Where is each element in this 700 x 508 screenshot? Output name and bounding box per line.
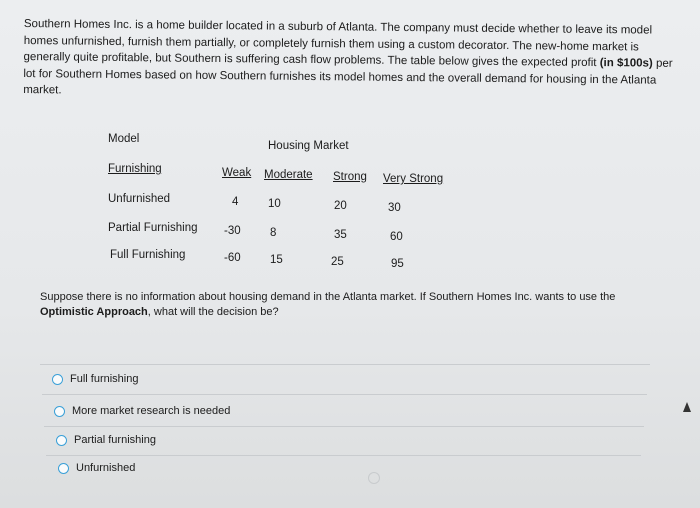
intro-text-2: per lot for Southern Homes based on how Southern furnishes its model homes and the overall demand for housing in the Atlanta market.: [23, 57, 673, 97]
cell-full-very-strong: 95: [391, 258, 404, 270]
cell-unfurnished-strong: 20: [334, 200, 347, 212]
cell-partial-very-strong: 60: [390, 231, 403, 243]
radio-icon[interactable]: [56, 435, 67, 446]
option-full-furnishing[interactable]: [52, 373, 138, 385]
circle-icon: [368, 472, 380, 484]
mouse-cursor-icon: [683, 402, 691, 412]
furnishing-label: Furnishing: [108, 163, 162, 175]
col-header-moderate: Moderate: [264, 169, 313, 181]
radio-icon[interactable]: [58, 463, 69, 474]
cell-unfurnished-very-strong: 30: [388, 202, 401, 214]
question-part-2: , what will the decision be?: [147, 306, 279, 318]
intro-text-1: Southern Homes Inc. is a home builder located in a suburb of Atlanta. The company must decide whether to leave its model homes unfurnished, furnish them partially, or completely furnish them using a custom decorator. The new-home market is generally quite profitable, but Southern is suffering cash flow problems. The table below gives the expected profit: [23, 17, 653, 70]
cell-full-moderate: 15: [270, 254, 283, 266]
cell-partial-weak: -30: [224, 225, 241, 237]
col-header-weak: Weak: [222, 167, 252, 179]
option-divider: [46, 455, 641, 456]
question-approach: Optimistic Approach: [40, 306, 148, 318]
option-label: Unfurnished: [76, 462, 136, 474]
option-label: Full furnishing: [70, 373, 139, 385]
housing-market-label: Housing Market: [268, 140, 349, 152]
question-text: [40, 290, 650, 320]
cell-full-weak: -60: [224, 252, 241, 264]
option-more-research[interactable]: [54, 405, 230, 417]
row-label-full: Full Furnishing: [110, 249, 186, 261]
option-unfurnished[interactable]: [58, 462, 135, 474]
cell-full-strong: 25: [331, 256, 344, 268]
option-divider: [40, 364, 650, 365]
col-header-strong: Strong: [333, 171, 367, 183]
row-label-unfurnished: Unfurnished: [108, 193, 171, 205]
cell-partial-strong: 35: [334, 229, 347, 241]
cell-unfurnished-weak: 4: [232, 196, 239, 208]
col-header-very-strong: Very Strong: [383, 173, 444, 185]
radio-icon[interactable]: [52, 374, 63, 385]
cell-partial-moderate: 8: [270, 227, 277, 239]
question-part-1: Suppose there is no information about housing demand in the Atlanta market. If Southern Homes Inc. wants to use the: [40, 291, 616, 303]
option-partial-furnishing[interactable]: [56, 434, 156, 446]
cell-unfurnished-moderate: 10: [268, 198, 281, 210]
intro-text-units: (in $100s): [599, 57, 653, 70]
option-divider: [44, 426, 644, 427]
option-label: More market research is needed: [72, 405, 231, 417]
option-label: Partial furnishing: [74, 434, 156, 446]
option-divider: [42, 394, 647, 395]
row-label-partial: Partial Furnishing: [108, 222, 198, 234]
radio-icon[interactable]: [54, 406, 65, 417]
model-label: Model: [108, 133, 140, 145]
